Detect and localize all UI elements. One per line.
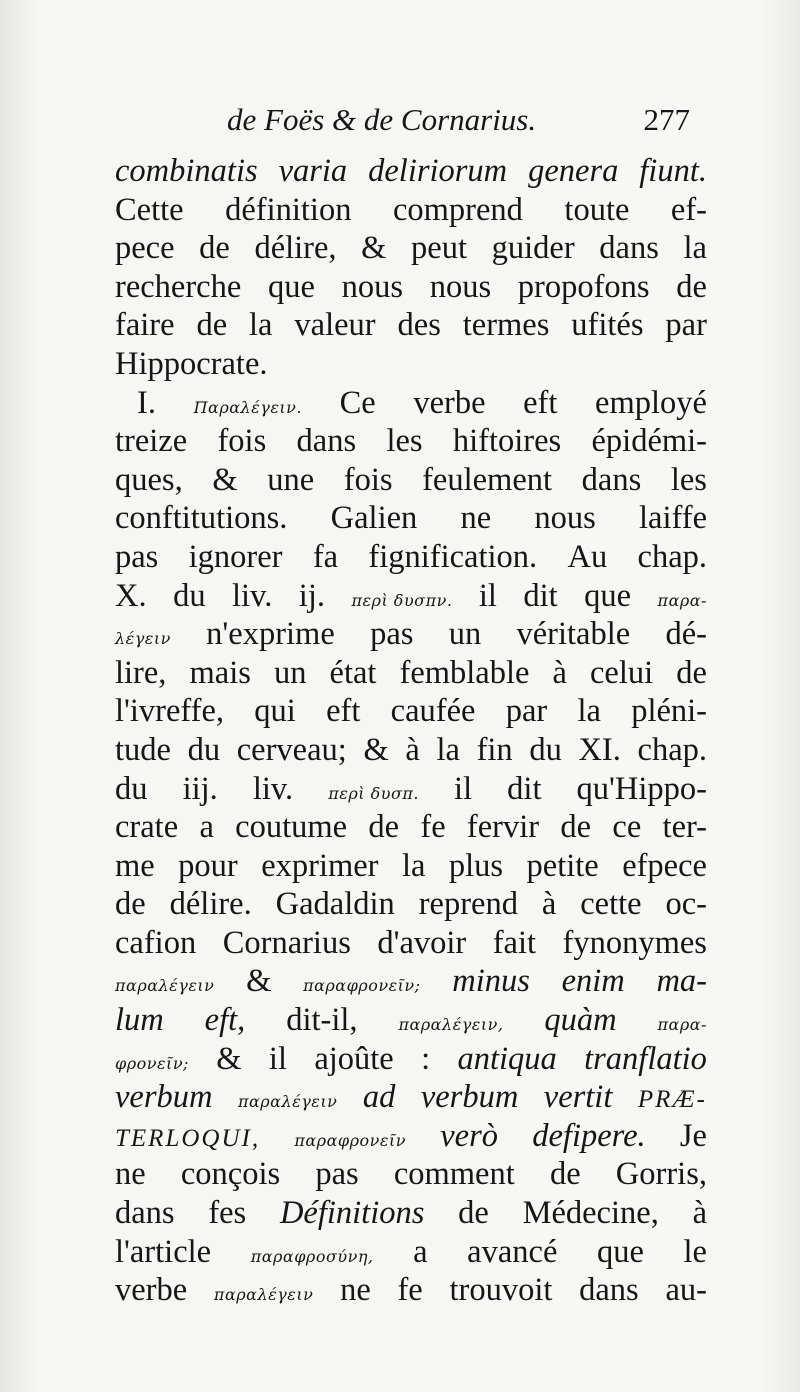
text-line bbox=[115, 1155, 707, 1194]
word: oc- bbox=[665, 886, 707, 923]
word: la bbox=[436, 731, 460, 768]
word: lire, bbox=[115, 654, 167, 691]
word: Au bbox=[567, 538, 608, 575]
word: fynonymes bbox=[562, 924, 707, 961]
word: παραφρονεῖν; bbox=[303, 976, 421, 996]
word: de bbox=[560, 809, 592, 846]
word: Médecine, bbox=[522, 1195, 659, 1232]
word: fois bbox=[217, 423, 267, 460]
word: fa bbox=[312, 538, 339, 575]
word: παρα- bbox=[657, 590, 707, 610]
word: Ce bbox=[339, 384, 376, 421]
text-line bbox=[115, 847, 707, 886]
word: verbum bbox=[115, 1079, 213, 1116]
word: du bbox=[115, 770, 148, 807]
text-line bbox=[115, 1040, 707, 1079]
text-line bbox=[115, 1001, 707, 1040]
word: les bbox=[386, 423, 423, 460]
word: état bbox=[329, 654, 377, 691]
word: dans bbox=[579, 1272, 639, 1309]
word: περὶ δυσπν. bbox=[351, 590, 453, 610]
word: l'ivreffe, bbox=[115, 693, 225, 730]
word: caufée bbox=[390, 693, 476, 730]
word: παραλέγειν, bbox=[398, 1015, 504, 1035]
word: que bbox=[267, 268, 315, 305]
word: ce bbox=[612, 809, 642, 846]
word: deliriorum bbox=[368, 153, 508, 189]
word: treize bbox=[115, 423, 188, 460]
word: de bbox=[549, 1156, 581, 1193]
word: lum bbox=[115, 1002, 164, 1039]
word: fin bbox=[476, 731, 513, 768]
word: ne bbox=[115, 1156, 146, 1193]
word: coutume bbox=[235, 809, 348, 846]
word: λέγειν bbox=[115, 629, 171, 649]
word: genera bbox=[528, 153, 619, 189]
text-line bbox=[115, 962, 707, 1001]
word: employé bbox=[595, 384, 707, 421]
word: varia bbox=[278, 153, 348, 189]
word: pece bbox=[115, 230, 175, 267]
word: plus bbox=[448, 847, 504, 884]
word: termes bbox=[462, 307, 550, 344]
word: PRÆ- bbox=[637, 1086, 707, 1114]
word: παρα- bbox=[657, 1015, 707, 1035]
word: Je bbox=[679, 1117, 707, 1154]
word: eft, bbox=[204, 1002, 246, 1039]
word: définition bbox=[225, 191, 352, 228]
word: iij. bbox=[182, 770, 218, 807]
word: au- bbox=[665, 1272, 707, 1309]
word: verbe bbox=[413, 384, 486, 421]
word: peut bbox=[411, 230, 468, 267]
word: fes bbox=[208, 1195, 247, 1232]
word: chap. bbox=[637, 731, 707, 768]
word: de bbox=[199, 230, 230, 267]
word: ter- bbox=[662, 809, 707, 846]
word: fervir bbox=[466, 809, 540, 846]
word: reprend bbox=[418, 886, 518, 923]
word: tranflatio bbox=[584, 1040, 707, 1077]
word: X. bbox=[115, 577, 147, 614]
text-line bbox=[115, 615, 707, 654]
word: παραλέγειν bbox=[115, 976, 215, 996]
word: I. bbox=[137, 384, 156, 421]
word: pas bbox=[115, 538, 159, 575]
word: de bbox=[368, 809, 400, 846]
word: fe bbox=[397, 1272, 423, 1309]
text-line bbox=[115, 654, 707, 693]
word: toute bbox=[564, 191, 630, 228]
word: fignification. bbox=[368, 538, 538, 575]
word: dit bbox=[523, 577, 558, 614]
word: combinatis bbox=[115, 153, 258, 189]
word: le bbox=[683, 1233, 707, 1270]
word: dans bbox=[115, 1195, 175, 1232]
word: conftitutions. bbox=[115, 500, 288, 537]
word: il bbox=[268, 1040, 287, 1077]
word: Hippocrate. bbox=[115, 345, 268, 382]
word: me bbox=[115, 847, 155, 884]
word: & bbox=[212, 461, 238, 498]
word: Définitions bbox=[279, 1195, 425, 1232]
word: la bbox=[249, 307, 273, 344]
word: mais bbox=[189, 654, 251, 691]
text-line bbox=[115, 1271, 707, 1310]
text-line bbox=[115, 1078, 707, 1117]
word: de bbox=[676, 654, 707, 691]
word: pas bbox=[315, 1156, 359, 1193]
body-text bbox=[115, 152, 707, 1310]
word: fe bbox=[420, 809, 446, 846]
word: à bbox=[552, 654, 567, 691]
text-line bbox=[115, 229, 707, 268]
word: dans bbox=[599, 230, 659, 267]
word: XI. bbox=[578, 731, 621, 768]
word: pour bbox=[178, 847, 238, 884]
text-line bbox=[115, 1194, 707, 1233]
word: παραφρονεῖν bbox=[294, 1130, 406, 1150]
word: παραλέγειν bbox=[213, 1285, 314, 1305]
text-line bbox=[115, 692, 707, 731]
word: épidémi- bbox=[591, 423, 707, 460]
word: φρονεῖν; bbox=[115, 1053, 189, 1073]
word: cafion bbox=[115, 924, 197, 961]
word: Gadaldin bbox=[275, 886, 395, 923]
word: feulement bbox=[422, 461, 553, 498]
word: verbe bbox=[115, 1272, 188, 1309]
word: exprimer bbox=[261, 847, 379, 884]
word: dit-il, bbox=[286, 1002, 358, 1039]
word: un bbox=[448, 616, 482, 653]
word: pas bbox=[370, 616, 414, 653]
word: que bbox=[596, 1233, 644, 1270]
word: verbum bbox=[420, 1079, 519, 1116]
word: tude bbox=[115, 731, 171, 768]
word: de bbox=[458, 1195, 489, 1232]
word: l'article bbox=[115, 1233, 212, 1270]
word: celui bbox=[590, 654, 654, 691]
word: Galien bbox=[330, 500, 418, 537]
word: & bbox=[246, 963, 272, 1000]
word: ef- bbox=[670, 191, 707, 228]
word: περὶ δυσπ. bbox=[328, 783, 419, 803]
word: ufités bbox=[571, 307, 644, 344]
running-title: de Foës & de Cornarius. bbox=[227, 102, 537, 137]
word: hiftoires bbox=[452, 423, 562, 460]
text-line bbox=[115, 1233, 707, 1272]
word: les bbox=[670, 461, 707, 498]
word: liv. bbox=[252, 770, 294, 807]
word: dit bbox=[507, 770, 542, 807]
word: d'avoir bbox=[377, 924, 467, 961]
word: ad bbox=[362, 1079, 396, 1116]
word: avancé bbox=[467, 1233, 558, 1270]
word: crate bbox=[115, 809, 179, 846]
word: une bbox=[267, 461, 315, 498]
text-line bbox=[115, 731, 707, 770]
word: Gorris, bbox=[615, 1156, 707, 1193]
word: la bbox=[401, 847, 426, 884]
text-line bbox=[115, 808, 707, 847]
word: la bbox=[577, 693, 601, 730]
word: ques, bbox=[115, 461, 183, 498]
word: & bbox=[361, 230, 387, 267]
word: enim bbox=[561, 963, 625, 1000]
word: petite bbox=[526, 847, 599, 884]
word: cette bbox=[580, 886, 642, 923]
word: que bbox=[584, 577, 632, 614]
word: qui bbox=[254, 693, 296, 730]
text-line bbox=[115, 268, 707, 307]
word: par bbox=[505, 693, 548, 730]
word: Παραλέγειν. bbox=[193, 397, 302, 417]
text-line bbox=[115, 345, 707, 384]
word: ne bbox=[460, 500, 492, 537]
word: antiqua bbox=[457, 1040, 557, 1077]
word: de bbox=[196, 307, 228, 344]
word: qu'Hippo- bbox=[576, 770, 707, 807]
word: ajoûte bbox=[314, 1040, 394, 1077]
text-line bbox=[115, 191, 707, 230]
word: de bbox=[676, 268, 707, 305]
word: fois bbox=[343, 461, 393, 498]
word: dé- bbox=[665, 616, 707, 653]
word: nous bbox=[429, 268, 492, 305]
word: nous bbox=[534, 500, 596, 537]
word: recherche bbox=[115, 268, 242, 305]
text-line bbox=[115, 770, 707, 809]
word: dans bbox=[296, 423, 357, 460]
word: liv. bbox=[232, 577, 273, 614]
word: à bbox=[692, 1195, 707, 1232]
word: minus bbox=[452, 963, 530, 1000]
word: verò bbox=[440, 1117, 498, 1154]
word: du bbox=[529, 731, 562, 768]
word: comment bbox=[393, 1156, 515, 1193]
word: un bbox=[273, 654, 307, 691]
text-line bbox=[115, 499, 707, 538]
word: ij. bbox=[298, 577, 325, 614]
word: comprend bbox=[392, 191, 523, 228]
word: délire, bbox=[254, 230, 337, 267]
word: quàm bbox=[544, 1002, 617, 1039]
word: ne bbox=[340, 1272, 371, 1309]
text-line bbox=[115, 422, 707, 461]
word: ma- bbox=[656, 963, 707, 1000]
word: propofons bbox=[517, 268, 650, 305]
page-number: 277 bbox=[643, 102, 690, 137]
word: TERLOQUI, bbox=[115, 1124, 261, 1152]
text-line bbox=[115, 538, 707, 577]
text-line bbox=[115, 152, 707, 191]
word: par bbox=[665, 307, 707, 344]
text-line bbox=[115, 461, 707, 500]
text-line bbox=[115, 1117, 707, 1156]
word: cerveau; bbox=[236, 731, 347, 768]
word: laiffe bbox=[639, 500, 707, 537]
word: Cette bbox=[115, 191, 184, 228]
word: il bbox=[454, 770, 473, 807]
word: à bbox=[541, 886, 557, 923]
word: de bbox=[115, 886, 146, 923]
word: vertit bbox=[543, 1079, 613, 1116]
word: a bbox=[199, 809, 214, 846]
text-line bbox=[115, 306, 707, 345]
word: pléni- bbox=[631, 693, 707, 730]
word: fait bbox=[492, 924, 537, 961]
word: délire. bbox=[169, 886, 252, 923]
word: παραφροσύνη, bbox=[250, 1246, 374, 1266]
text-line bbox=[115, 577, 707, 616]
word: du bbox=[173, 577, 206, 614]
word: παραλέγειν bbox=[237, 1092, 338, 1112]
word: & bbox=[216, 1040, 242, 1077]
word: defipere. bbox=[532, 1117, 646, 1154]
word: : bbox=[421, 1040, 431, 1077]
word: eft bbox=[523, 384, 558, 421]
word: Cornarius bbox=[222, 924, 351, 961]
word: il bbox=[478, 577, 497, 614]
word: faire bbox=[115, 307, 175, 344]
word: la bbox=[683, 230, 707, 267]
word: à bbox=[405, 731, 420, 768]
text-line bbox=[115, 885, 707, 924]
word: trouvoit bbox=[449, 1272, 553, 1309]
word: valeur bbox=[294, 307, 376, 344]
word: a bbox=[413, 1233, 428, 1270]
word: efpece bbox=[622, 847, 707, 884]
word: fiunt. bbox=[639, 153, 707, 189]
word: chap. bbox=[637, 538, 707, 575]
word: ignorer bbox=[188, 538, 283, 575]
word: n'exprime bbox=[206, 616, 335, 653]
word: nous bbox=[341, 268, 403, 305]
text-line bbox=[115, 924, 707, 963]
word: eft bbox=[326, 693, 361, 730]
word: du bbox=[187, 731, 221, 768]
word: conçois bbox=[180, 1156, 281, 1193]
word: femblable bbox=[399, 654, 530, 691]
word: guider bbox=[491, 230, 575, 267]
word: véritable bbox=[516, 616, 631, 653]
word: des bbox=[397, 307, 441, 344]
word: dans bbox=[581, 461, 642, 498]
text-line bbox=[115, 384, 707, 423]
word: & bbox=[363, 731, 389, 768]
